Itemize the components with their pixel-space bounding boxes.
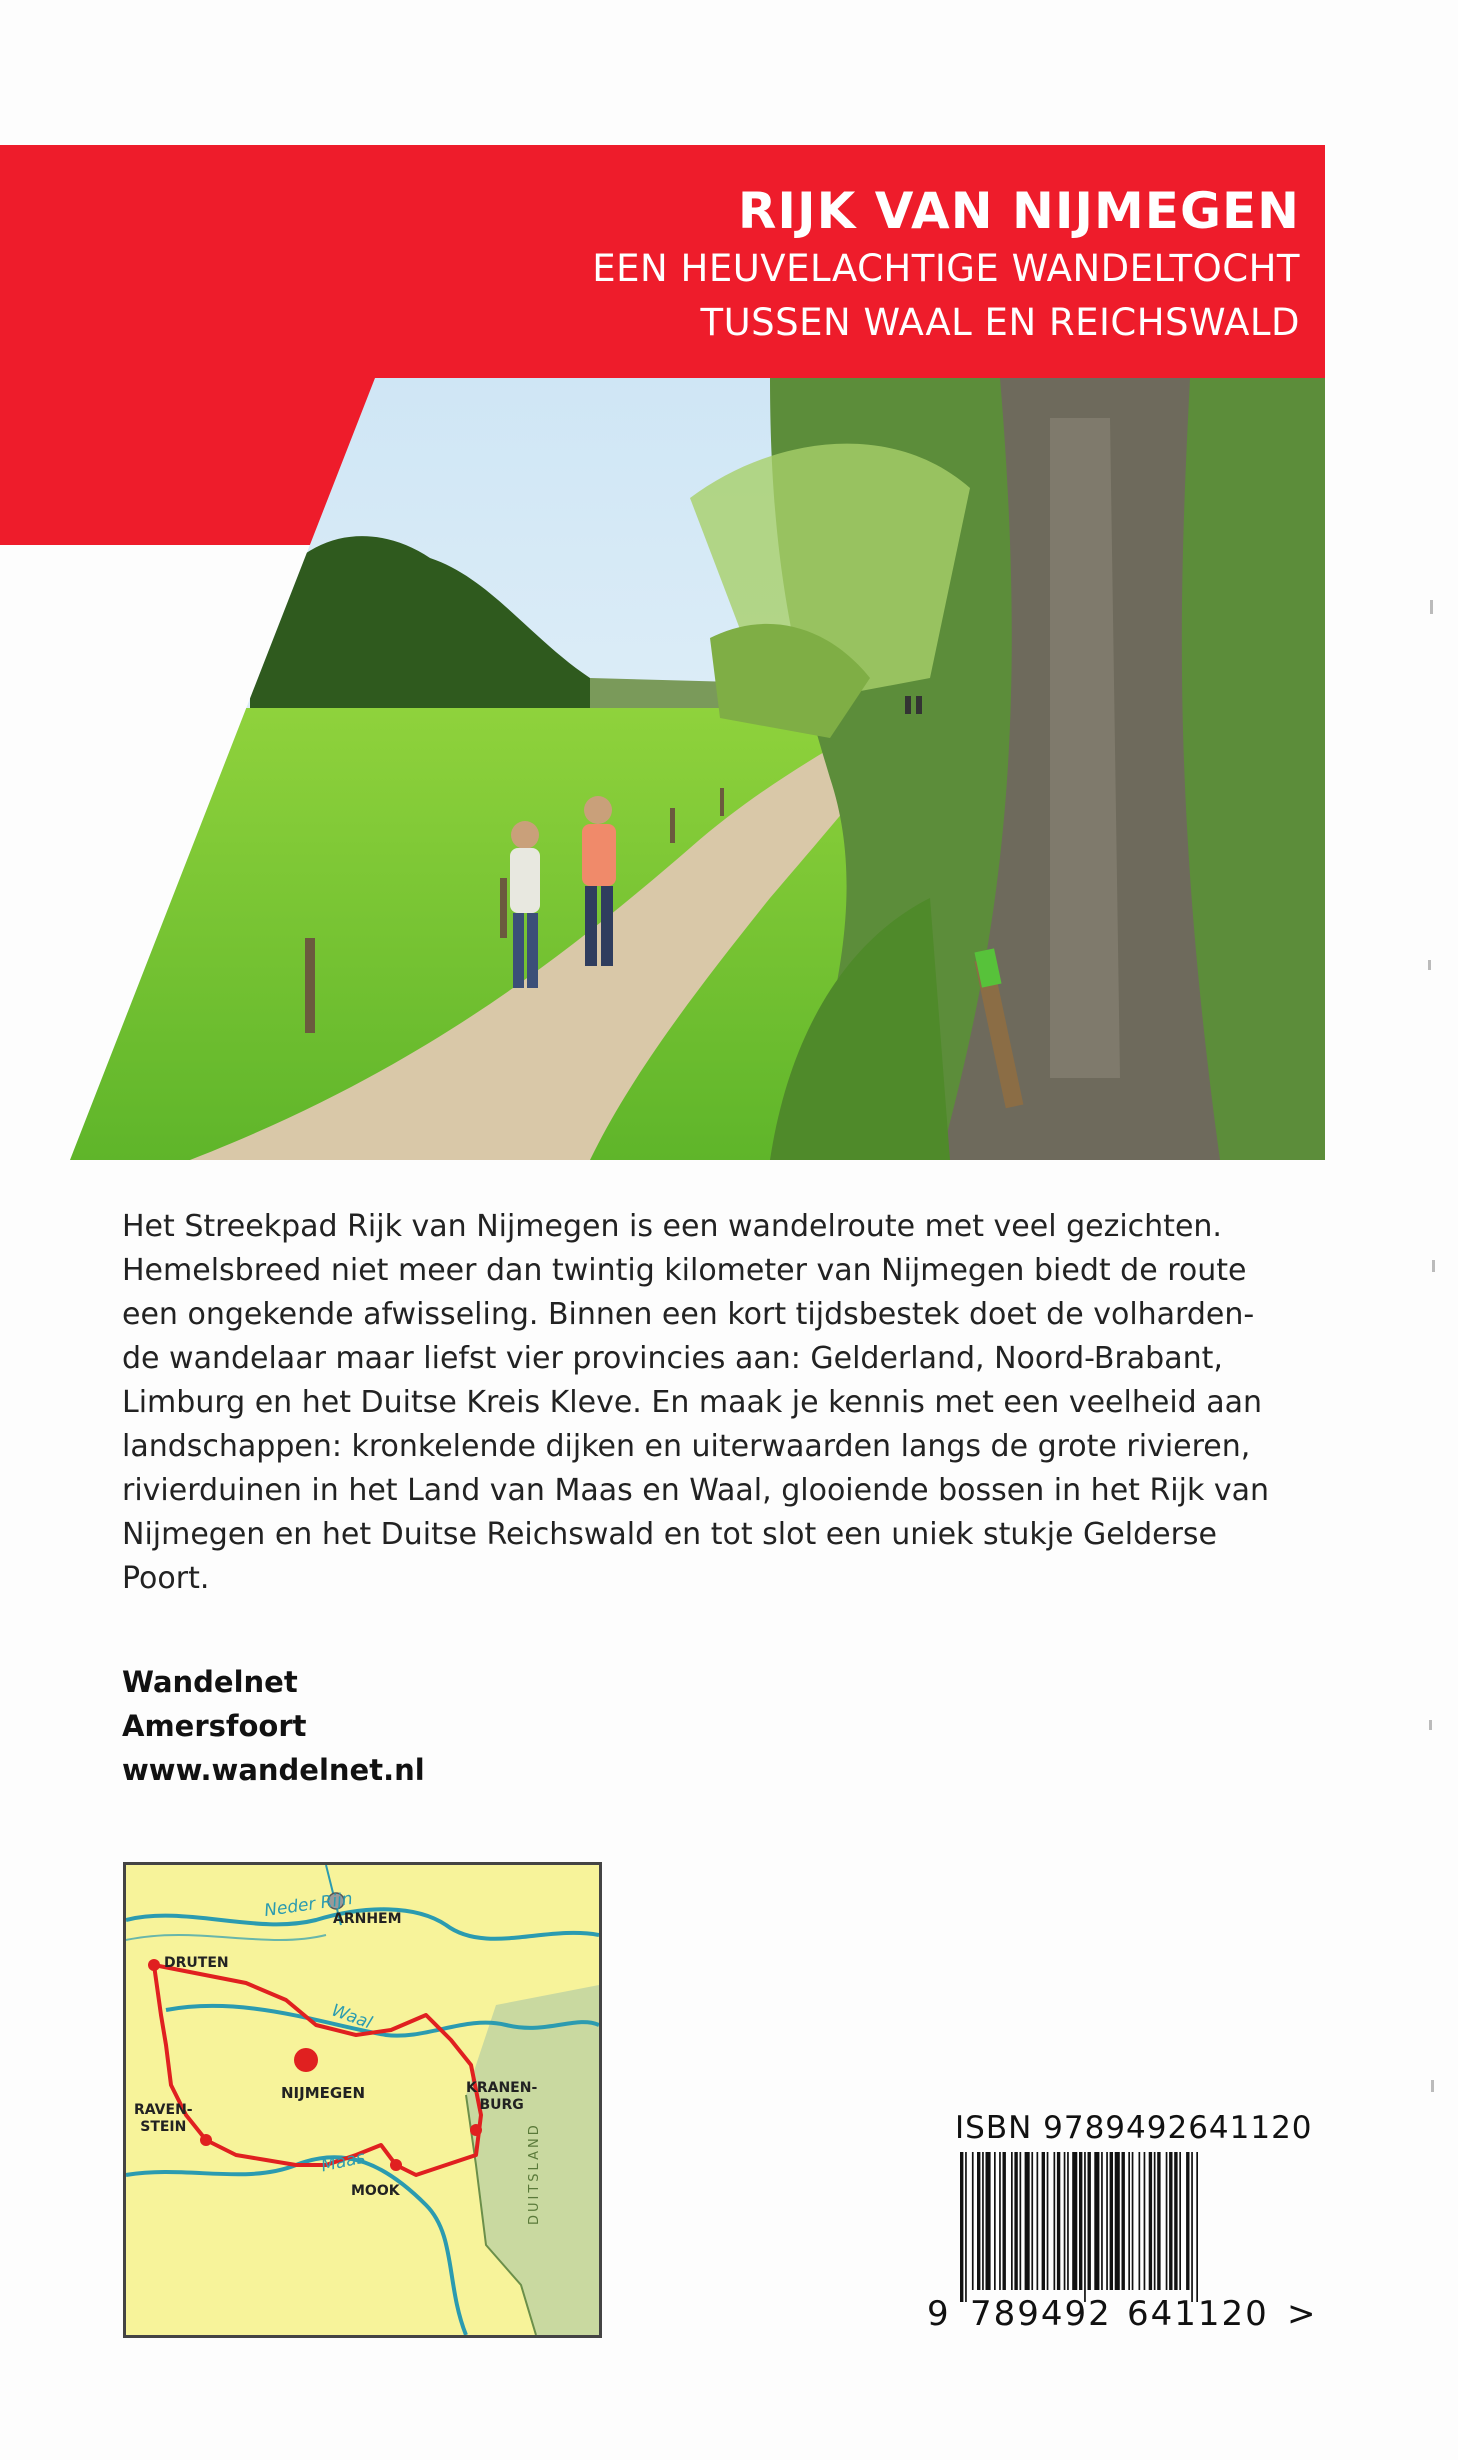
book-subtitle-line2: TUSSEN WAAL EN REICHSWALD: [700, 301, 1300, 344]
label-kranenburg: [466, 2080, 537, 2114]
label-ravenstein-line1: RAVEN-: [134, 2102, 193, 2118]
barcode-bar: [1072, 2152, 1077, 2290]
barcode-bar: [1139, 2152, 1141, 2290]
barcode-digit-group2: 641120: [1127, 2294, 1269, 2334]
barcode-bar: [1106, 2152, 1108, 2290]
barcode-bar: [1174, 2152, 1177, 2290]
label-nijmegen: NIJMEGEN: [281, 2084, 366, 2102]
barcode-bar: [1042, 2152, 1045, 2290]
barcode-bar: [1179, 2152, 1181, 2290]
barcode-bar: [1186, 2152, 1189, 2290]
label-arnhem: ARNHEM: [333, 1911, 402, 1927]
barcode-bar: [1011, 2152, 1013, 2290]
label-duitsland: DUITSLAND: [527, 2122, 542, 2225]
barcode-arrow: >: [1287, 2294, 1316, 2334]
barcode-bar: [1122, 2152, 1125, 2290]
blurb-line: Nijmegen en het Duitse Reichswald en tot slot een uniek stukje Gelderse: [122, 1517, 1218, 1552]
edge-mark: [1432, 1260, 1435, 1272]
barcode-bar: [994, 2152, 996, 2290]
label-kranenburg-line1: KRANEN-: [466, 2080, 538, 2096]
barcode-bar: [1166, 2152, 1168, 2290]
barcode-bar: [1157, 2152, 1160, 2290]
barcode-bar: [1014, 2152, 1017, 2290]
barcode-bar: [986, 2152, 991, 2290]
barcode-bar: [1132, 2152, 1134, 2290]
druten-dot: [148, 1959, 160, 1971]
nijmegen-dot: [294, 2048, 318, 2072]
blurb-line: landschappen: kronkelende dijken en uiterwaarden langs de grote rivieren,: [122, 1429, 1251, 1464]
edge-mark: [1430, 600, 1433, 614]
blurb-line: Het Streekpad Rijk van Nijmegen is een wandelroute met veel gezichten.: [122, 1209, 1222, 1244]
label-maas: Maas: [319, 2147, 367, 2177]
label-waal: Waal: [328, 2000, 375, 2034]
barcode-bar: [1037, 2152, 1039, 2290]
publisher-city: Amersfoort: [122, 1709, 307, 1743]
edge-mark: [1428, 960, 1431, 970]
title-block: [592, 180, 1300, 350]
barcode-bar: [1110, 2152, 1113, 2290]
barcode-bar: [1047, 2152, 1049, 2290]
blurb-line: een ongekende afwisseling. Binnen een kort tijdsbestek doet de volharden-: [122, 1297, 1255, 1332]
barcode-bar: [1020, 2152, 1022, 2290]
blurb-line: de wandelaar maar liefst vier provincies aan: Gelderland, Noord-Brabant,: [122, 1341, 1223, 1376]
edge-mark: [1431, 2080, 1434, 2092]
barcode-bar: [960, 2152, 963, 2302]
blurb-line: Poort.: [122, 1561, 210, 1596]
barcode: [958, 2152, 1280, 2302]
barcode-bar: [1169, 2152, 1172, 2290]
barcode-bar: [1031, 2152, 1033, 2290]
barcode-bar: [1191, 2152, 1193, 2302]
label-kranenburg-line2: BURG: [479, 2097, 524, 2113]
barcode-bar: [1003, 2152, 1006, 2290]
label-druten: DRUTEN: [164, 1955, 229, 1971]
barcode-bar: [1057, 2152, 1060, 2290]
publisher-url: www.wandelnet.nl: [122, 1753, 425, 1787]
barcode-bar: [965, 2152, 967, 2302]
barcode-digit-first: 9: [927, 2294, 949, 2334]
mook-dot: [390, 2159, 402, 2171]
barcode-digit-group1: 789492: [970, 2294, 1112, 2334]
barcode-bar: [1115, 2152, 1120, 2290]
barcode-bar: [1088, 2152, 1091, 2290]
barcode-bar: [1079, 2152, 1082, 2290]
barcode-bar: [1025, 2152, 1030, 2290]
barcode-bar: [982, 2152, 984, 2290]
barcode-bar: [972, 2152, 974, 2290]
book-subtitle-line1: EEN HEUVELACHTIGE WANDELTOCHT: [592, 247, 1300, 290]
barcode-bar: [1101, 2152, 1103, 2290]
barcode-bar: [977, 2152, 980, 2290]
barcode-bar: [1196, 2152, 1198, 2302]
barcode-bar: [1084, 2152, 1086, 2302]
barcode-bar: [1149, 2152, 1152, 2290]
maas-river: [126, 2157, 466, 2335]
barcode-bar: [1067, 2152, 1069, 2290]
walking-path-photo: [70, 378, 1325, 1160]
back-cover-blurb: [122, 1205, 1322, 1601]
isbn-label: ISBN 9789492641120: [955, 2110, 1313, 2146]
blurb-line: rivierduinen in het Land van Maas en Waal, glooiende bossen in het Rijk van: [122, 1473, 1270, 1508]
label-mook: MOOK: [351, 2183, 400, 2199]
barcode-bar: [1154, 2152, 1156, 2290]
ravenstein-dot: [200, 2134, 212, 2146]
barcode-bar: [1064, 2152, 1066, 2290]
publisher-block: [122, 1660, 425, 1792]
publisher-name: Wandelnet: [122, 1665, 298, 1699]
cover-photo: [70, 378, 1325, 1160]
label-ravenstein: [134, 2102, 193, 2136]
route-map: [123, 1862, 602, 2338]
edge-mark: [1429, 1720, 1432, 1730]
kranenburg-dot: [470, 2124, 482, 2136]
barcode-bar: [1054, 2152, 1056, 2290]
barcode-bar: [1144, 2152, 1146, 2290]
label-neder-rijn: Neder Rijn: [263, 1888, 354, 1922]
label-ravenstein-line2: STEIN: [140, 2119, 187, 2135]
blurb-line: Hemelsbreed niet meer dan twintig kilometer van Nijmegen biedt de route: [122, 1253, 1247, 1288]
barcode-bar: [999, 2152, 1001, 2290]
barcode-bar: [1094, 2152, 1099, 2290]
book-title: RIJK VAN NIJMEGEN: [737, 182, 1300, 240]
blurb-line: Limburg en het Duitse Kreis Kleve. En maak je kennis met een veelheid aan: [122, 1385, 1263, 1420]
neder-rijn-branch: [126, 1935, 326, 1940]
barcode-bar: [1128, 2152, 1130, 2290]
